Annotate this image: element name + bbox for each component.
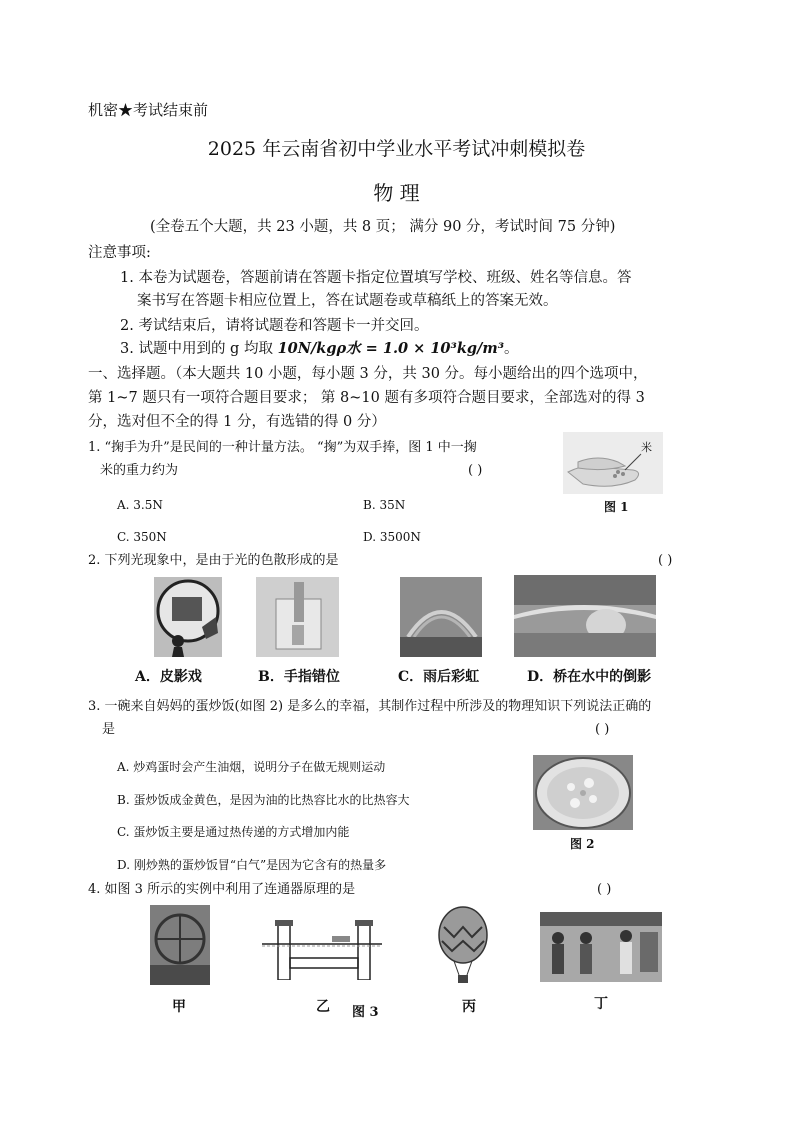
q4-image-bing-balloon [436,905,491,985]
exam-info: (全卷五个大题，共 23 小题，共 8 页； 满分 90 分，考试时间 75 分钟) [150,219,616,235]
section1-line3: 分，选对但不全的得 1 分，有选错的得 0 分） [88,414,386,430]
q4-label-jia: 甲 [172,999,186,1015]
q1-option-b: B. 35N [363,498,406,512]
q4-label-yi: 乙 [316,999,330,1015]
figure-2-label: 图 2 [570,837,595,851]
q4-image-jia [150,905,210,985]
notes-item-3: 3. 试题中用到的 g 均取 10N/kgρ水 = 1.0 × 10³kg/m³。 [120,340,519,357]
subject-title: 物 理 [373,181,420,205]
q2-image-bridge-reflection [514,575,656,657]
q3-option-c: C. 蛋炒饭主要是通过热传递的方式增加内能 [117,825,350,839]
q2-image-shadow-play [154,577,222,657]
notes-heading: 注意事项: [88,245,151,261]
q4-answer-bracket: ( ) [597,882,612,897]
q2-caption-a: A．皮影戏 [135,669,202,685]
q1-stem-cont: 米的重力约为 [100,463,179,478]
q1-option-c: C. 350N [117,530,167,544]
q2-caption-c: C．雨后彩虹 [398,669,480,685]
q1-option-a: A. 3.5N [117,498,163,512]
notes-item-2: 2. 考试结束后，请将试题卷和答题卡一并交回。 [120,318,429,334]
q4-label-ding: 丁 [594,996,608,1012]
q4-stem: 4. 如图 3 所示的实例中利用了连通器原理的是 [88,882,356,897]
section1-line1: 一、选择题。（本大题共 10 小题，每小题 3 分，共 30 分。每小题给出的四个选项中， [88,366,648,382]
figure-2-fried-rice-photo [533,755,633,830]
constants-formula: 10N/kgρ水 = 1.0 × 10³kg/m³ [277,340,505,357]
q1-option-d: D. 3500N [363,530,421,544]
q4-label-bing: 丙 [462,999,476,1015]
figure-1-label: 图 1 [604,500,629,514]
q3-answer-bracket: ( ) [595,722,610,737]
q3-stem: 3. 一碗来自妈妈的蛋炒饭(如图 2) 是多么的幸福，其制作过程中所涉及的物理知识下列说法正确的 [88,699,652,714]
q2-answer-bracket: ( ) [658,553,673,568]
q2-caption-d: D．桥在水中的倒影 [527,669,652,685]
figure-1-mark: 米 [641,441,652,454]
q2-stem: 2. 下列光现象中，是由于光的色散形成的是 [88,553,339,568]
q3-option-d: D. 刚炒熟的蛋炒饭冒“白气”是因为它含有的热量多 [117,858,387,872]
section1-line2: 第 1~7 题只有一项符合题目要求； 第 8~10 题有多项符合题目要求，全部选对的得 3 [88,390,645,406]
q1-answer-bracket: ( ) [468,463,483,478]
q3-stem-cont: 是 [102,722,116,737]
notes-item-1-cont: 案书写在答题卡相应位置上，答在试题卷或草稿纸上的答案无效。 [137,293,558,309]
notes-item-1: 1. 本卷为试题卷，答题前请在答题卡指定位置填写学校、班级、姓名等信息。答 [120,270,632,286]
q3-option-b: B. 蛋炒饭成金黄色，是因为油的比热容比水的比热容大 [117,793,410,807]
figure-3-label: 图 3 [352,1005,379,1020]
q1-stem: 1. “掬手为升”是民间的一种计量方法。 “掬”为双手捧，图 1 中一掬 [88,440,477,455]
q4-image-yi-diagram [262,918,382,980]
exam-title: 2025 年云南省初中学业水平考试冲刺模拟卷 [207,138,586,160]
q3-option-a: A. 炒鸡蛋时会产生油烟，说明分子在做无规则运动 [117,760,386,774]
q4-image-ding-people [540,912,662,982]
q2-image-finger-glass [256,577,339,657]
confidential-mark: 机密★考试结束前 [88,101,209,119]
q2-image-rainbow [400,577,482,657]
q2-caption-b: B．手指错位 [258,669,340,685]
